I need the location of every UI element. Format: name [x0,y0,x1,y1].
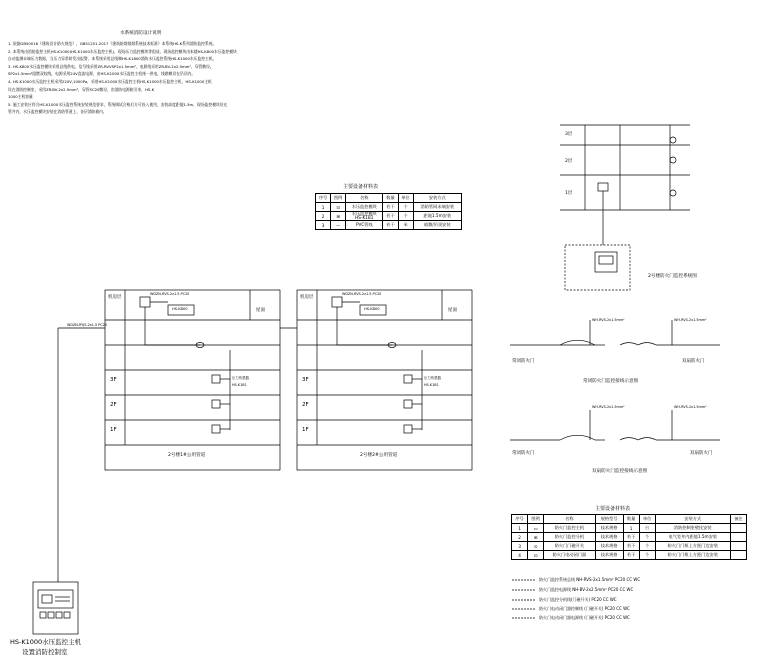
table-header: 数量 [623,515,639,524]
equipment-table-2 [511,514,747,560]
note-line: 2. 本系统由消防监控主机HS-K1000(HS-K1000水压监控主机)，现场压力监控模块等组成，现场监控模块由本楼HS-K800水压监控模块 [8,48,237,54]
table-cell: PVC管线 [346,221,383,230]
table-header: 序号 [316,194,331,203]
riser1-header-right: 屋面 [256,308,265,313]
table-header: 安装方式 [655,515,730,524]
table-cell: 若干 [383,212,398,221]
table-header: 数量 [383,194,398,203]
table-cell: 水压监控模块 [346,203,383,212]
legend-item: 防火门监控电源线 NH-BV-2x2.5mm² PC20 CC WC [539,587,634,592]
riser2-floor-2f: 2F [302,402,309,408]
riser1-module-label: HS-K800 [172,307,188,311]
table-header: 图例 [528,515,544,524]
table-cell: 个 [398,212,413,221]
note-line: 4. HS-K1000水压监控主机采用220V,1000Pa，采用HS-K1000水压监控主机HS-K1000水压监控主机，HS-K1000主机 [8,78,212,84]
door-left-label-2: 常闭防火门 [512,451,535,456]
note-line: 1. 依据GB50016《建筑设计防火规范》，GB51251-2017《建筑防烟排烟系统技术标准》本系统HS-K系列消防监控系统。 [8,41,217,46]
table-cell: 防火门监控分机 [544,533,596,542]
riser2-sensor-label: 压力传感器 [424,376,441,380]
table-cell: 技术规格 [595,533,623,542]
table-cell: 若干 [623,533,639,542]
door-cable-label-c: WH-RVS-2x1.5mm² [592,405,625,409]
door-left-label: 常闭防火门 [512,359,535,364]
table-cell: 防火门门框上方距门边安装 [655,551,730,560]
door-cable-label-b: WH-RVS-2x1.5mm² [674,318,707,322]
note-line: 设在消防控制室，采用ZR-BV-2x2.5mm²，穿管SC20敷设，由消防电源箱引来，HS-K [8,86,155,92]
riser2-cable-label: WDZN-RVS-2x1.5 PC20 [342,292,382,296]
riser2-header-left: 机房层 [300,295,314,300]
riser1-caption: 2号楼1#公用管道 [168,453,206,458]
note-line: 自动监测末端压力数据，当压力异常时发出报警，本系统采用总线制HS-K1800消防水压监控系统HS-K1000水压监控主机。 [8,56,217,62]
door-right-label-2: 双扇防火门 [690,451,713,456]
table-header: 序号 [512,515,528,524]
table-cell: ⊡ [331,203,346,212]
table-header: 规格型号 [595,515,623,524]
door-right-label: 双扇防火门 [682,359,705,364]
table-cell: 防火门门框上方距门边安装 [655,542,730,551]
table-cell: 个 [639,533,655,542]
table-cell [730,533,746,542]
riser1-sensor-label: 压力传感器 [232,376,249,380]
table-cell: 技术规格 [595,542,623,551]
legend-item: 防火门监控系统总线 NH-RVS-2x1.5mm² PC20 CC WC [539,577,641,582]
table-cell: ⊙ [528,542,544,551]
table-cell: 台 [639,524,655,533]
riser1-sensor-model: HS-K1B1 [232,383,247,387]
table-cell: 3 [512,542,528,551]
table-cell: 消防管网末端安装 [413,203,461,212]
table-cell: 若干 [383,203,398,212]
table-cell: 个 [398,203,413,212]
legend-item: 防火门监控分机线(门磁开关) PC20 CC WC [539,597,617,602]
table-cell: 1 [512,524,528,533]
table-cell: 若干 [623,551,639,560]
table-header: 名称 [544,515,596,524]
table-cell: ⊞ [528,533,544,542]
table2-title: 主要设备材料表 [595,506,631,512]
riser1-floor-1f: 1F [110,427,117,433]
riser1-cable-label: WDZN-RVS-2x1.5 PC20 [150,292,190,296]
riser1-floor-2f: 2F [110,402,117,408]
table-cell: 米 [398,221,413,230]
table-cell: 2 [316,212,331,221]
notes-title: 水系统消防设计说明 [120,31,162,36]
table-cell: 3 [316,221,331,230]
table-cell: 水压监控模块 HS-K1B1 [346,212,383,221]
table-cell: 若干 [383,221,398,230]
table-cell: 2 [512,533,528,542]
riser1-floor-3f: 3F [110,377,117,383]
table-row [512,551,747,560]
table-cell: — [331,221,346,230]
table-cell: 1 [623,524,639,533]
elevation-floor-1: 1层 [565,191,573,196]
table-cell: 防火门监控主机 [544,524,596,533]
table-cell: ⊡ [528,551,544,560]
riser2-frame [297,290,472,470]
door-caption-bottom: 双扇防火门监控接线示意图 [592,469,648,474]
table-header: 名称 [346,194,383,203]
table-cell: ▭ [528,524,544,533]
trunk-label: WDZN-RYJS-2x1.5 PC20 [67,323,107,327]
table-cell [730,551,746,560]
table-row [512,533,747,542]
table-row [512,542,747,551]
host-location: 设置消防控制室 [22,648,68,656]
table-cell: 1 [316,203,331,212]
elevation-floor-2: 2层 [565,159,573,164]
table-cell: 防火门门磁开关 [544,542,596,551]
table-header: 安装方式 [413,194,461,203]
table-cell: 距地1.5m安装 [413,212,461,221]
host-name: HS-K1000水压监控主机 [10,638,82,646]
note-line: 5. 施工安装应符合HS-K1000水压监控系统安装规范要求，系统调试合格后方可投入使用，安装高度距地1.5m，现场监控模块设在 [8,101,228,107]
table-cell: 技术规格 [595,524,623,533]
riser2-caption: 2号楼2#公用管道 [360,453,398,458]
legend-item: 防火门电动闭门器电源线 (门磁开关) PC20 CC WC [539,615,630,620]
table-cell: 暗敷/吊顶安装 [413,221,461,230]
table-cell: 若干 [623,542,639,551]
table-cell: 技术规格 [595,551,623,560]
table-cell [730,524,746,533]
note-line: SP2x1.5mm²阻燃双绞线，电源采用24V直流电源，由HS-K1000水压监控主机统一供电，线路敷设在吊顶内。 [8,71,196,77]
table-cell: 个 [639,542,655,551]
door-cable-label-a: WH-RVS-2x1.5mm² [592,318,625,322]
table-cell: 4 [512,551,528,560]
table-header-row [512,515,747,524]
riser2-floor-1f: 1F [302,427,309,433]
riser2-sensor-model: HS-K1B1 [424,383,439,387]
table-header: 单位 [639,515,655,524]
table-header: 备注 [730,515,746,524]
table-cell [730,542,746,551]
riser2-header-right: 屋面 [448,308,457,313]
table-cell: ⊞ [331,212,346,221]
riser1-frame [105,290,280,470]
table-cell: 个 [639,551,655,560]
table-cell: 消防控制室壁挂安装 [655,524,730,533]
legend-item: 防火门电动闭门器控制线 (门磁开关) PC20 CC WC [539,606,630,611]
elevation-floor-3: 3层 [565,132,573,137]
table-header: 图例 [331,194,346,203]
note-line: 管井内，水压监控模块安装在消防管道上，各层消防箱内。 [8,109,107,115]
table-row [512,524,747,533]
door-cable-label-d: WH-RVS-2x1.5mm² [674,405,707,409]
riser2-floor-3f: 3F [302,377,309,383]
table-header: 单位 [398,194,413,203]
table-cell: 电气竖井内距地1.5m安装 [655,533,730,542]
door-caption-top: 常闭防火门监控接线示意图 [583,379,639,384]
table-cell: 防火门电动闭门器 [544,551,596,560]
note-line: 3. HS-K800水压监控模块采用总线供电，信号线采用ZR-RVVSP2x1.5mm²，电源线采用ZR-BV-2x2.5mm²，穿管敷设。 [8,63,214,69]
riser1-header-left: 机房层 [108,295,122,300]
table1-title: 主要设备材料表 [343,184,379,190]
elevation-caption: 2号楼防火门监控系统图 [648,274,697,279]
riser2-module-label: HS-K800 [364,307,380,311]
note-line: 1000主机容量 [8,94,33,100]
